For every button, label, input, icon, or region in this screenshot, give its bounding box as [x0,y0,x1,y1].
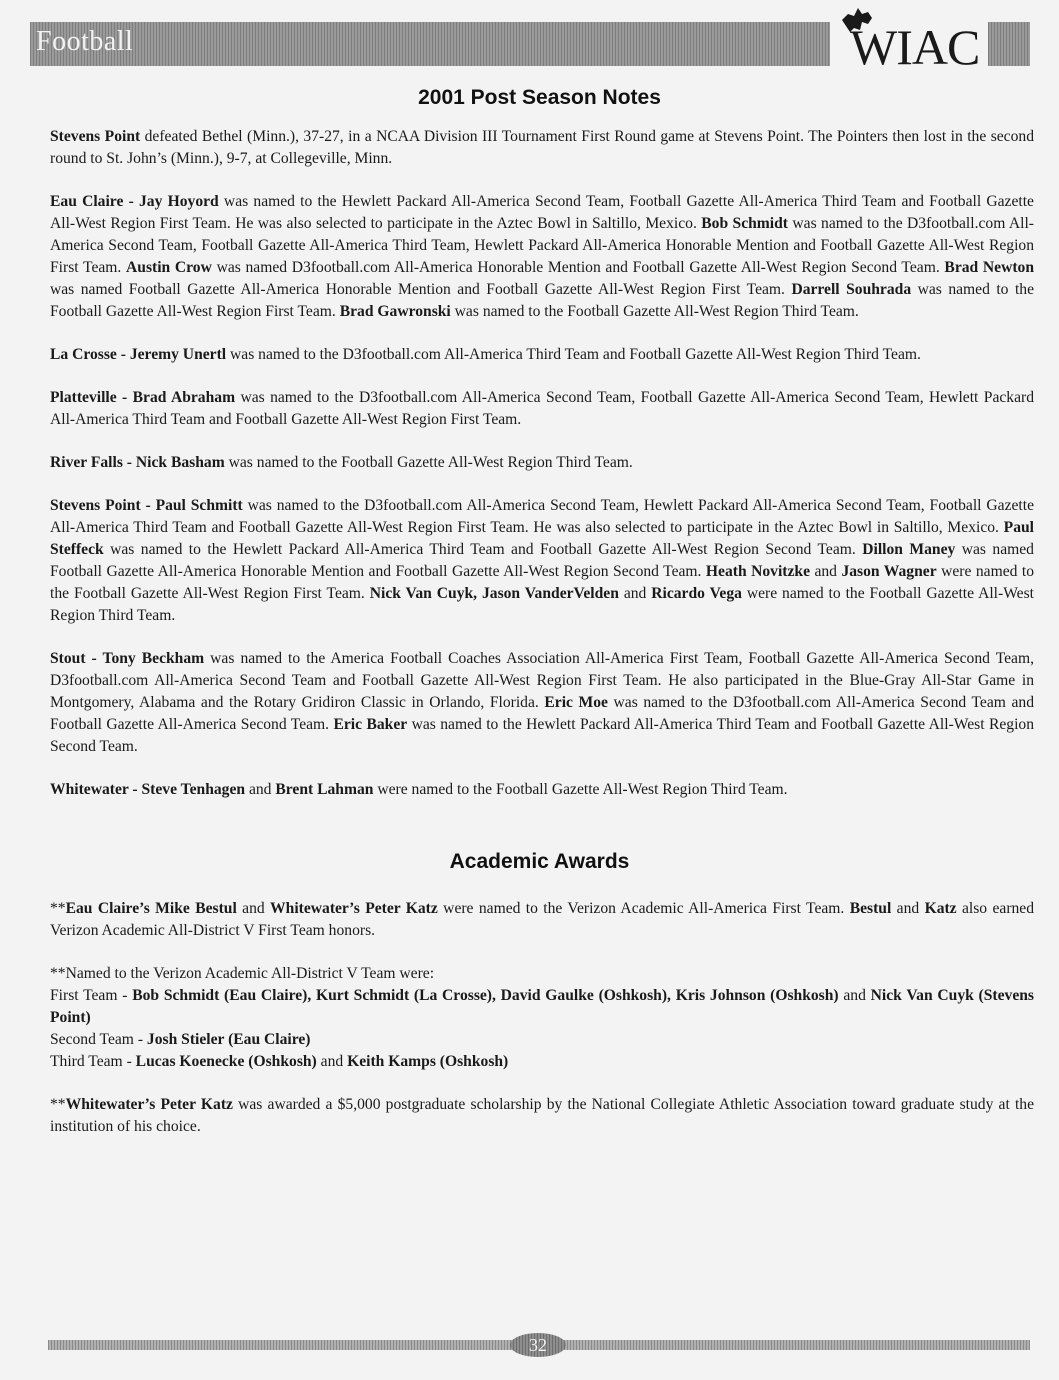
section-title: Football [36,26,134,57]
note-paragraph: Stout - Tony Beckham was named to the America Football Coaches Association All-America First Team, Football Gazette All-America Second Team, D3football.com All-America Second Team and Football Gazette All-West Region First Team. He also participated in the Blue-Gray All-Star Game in Montgomery, Alabama and the Rotary Gridiron Classic in Orlando, Florida. Eric Moe was named to the D3football.com All-America Second Team and Football Gazette All-America Second Team. Eric Baker was named to the Hewlett Packard All-America Third Team and Football Gazette All-West Region Second Team. [50,650,1035,755]
note-paragraph: Stevens Point - Paul Schmitt was named to the D3football.com All-America Second Team, Hewlett Packard All-America Second Team, Football Gazette All-America Third Team and Football Gazette All-West Region First Team. He was also selected to participate in the Aztec Bowl in Saltillo, Mexico. Paul Steffeck was named to the Hewlett Packard All-America Third Team and Football Gazette All-West Region Second Team. Dillon Maney was named Football Gazette All-America Honorable Mention and Football Gazette All-West Region Second Team. Heath Novitzke and Jason Wagner were named to the Football Gazette All-West Region First Team. Nick Van Cuyk, Jason VanderVelden and Ricardo Vega were named to the Football Gazette All-West Region Third Team. [50,497,1035,624]
note-paragraph: Whitewater - Steve Tenhagen and Brent Lahman were named to the Football Gazette All-West Region Third Team. [50,781,788,798]
post-season-title: 2001 Post Season Notes [418,86,661,109]
note-paragraph: Eau Claire - Jay Hoyord was named to the Hewlett Packard All-America Second Team, Football Gazette All-America Third Team and Football Gazette All-West Region First Team. He was also selected to participate in the Aztec Bowl in Saltillo, Mexico. Bob Schmidt was named to the D3football.com All-America Second Team, Football Gazette All-America Third Team, Hewlett Packard All-America Honorable Mention and Football Gazette All-West Region First Team. Austin Crow was named D3football.com All-America Honorable Mention and Football Gazette All-West Region Second Team. Brad Newton was named Football Gazette All-America Honorable Mention and Football Gazette All-West Region First Team. Darrell Souhrada was named to the Football Gazette All-West Region First Team. Brad Gawronski was named to the Football Gazette All-West Region Third Team. [50,193,1035,320]
award-paragraph: **Named to the Verizon Academic All-District V Team were: First Team - Bob Schmidt (Eau Claire), Kurt Schmidt (La Crosse), David Gaulke (Oshkosh), Kris Johnson (Oshkosh) and Nick Van Cuyk (Stevens Point) Second Team - Josh Stieler (Eau Claire) Third Team - Lucas Koenecke (Oshkosh) and Keith Kamps (Oshkosh) [50,965,1034,1070]
academic-awards [50,898,1034,1159]
banner-end-block [988,22,1030,66]
award-paragraph: **Eau Claire’s Mike Bestul and Whitewater’s Peter Katz were named to the Verizon Academic All-America First Team. Bestul and Katz also earned Verizon Academic All-District V First Team honors. [50,900,1035,939]
note-paragraph: Platteville - Brad Abraham was named to the D3football.com All-America Second Team, Football Gazette All-America Second Team, Hewlett Packard All-America Third Team and Football Gazette All-West Region First Team. [50,389,1034,428]
wiac-logo: WIAC [850,19,980,75]
note-paragraph: La Crosse - Jeremy Unertl was named to the D3football.com All-America Third Team and Football Gazette All-West Region Third Team. [50,346,921,363]
note-paragraph: River Falls - Nick Basham was named to the Football Gazette All-West Region Third Team. [50,454,633,471]
post-season-notes [50,126,1034,822]
page-number: 32 [510,1333,566,1357]
note-paragraph: Stevens Point defeated Bethel (Minn.), 37-27, in a NCAA Division III Tournament First Round game at Stevens Point. The Pointers then lost in the second round to St. John’s (Minn.), 9-7, at Collegeville, Minn. [50,128,1034,167]
award-paragraph: **Whitewater’s Peter Katz was awarded a $5,000 postgraduate scholarship by the National Collegiate Athletic Association toward graduate study at the institution of his choice. [50,1096,1035,1135]
academic-awards-title: Academic Awards [449,850,630,873]
